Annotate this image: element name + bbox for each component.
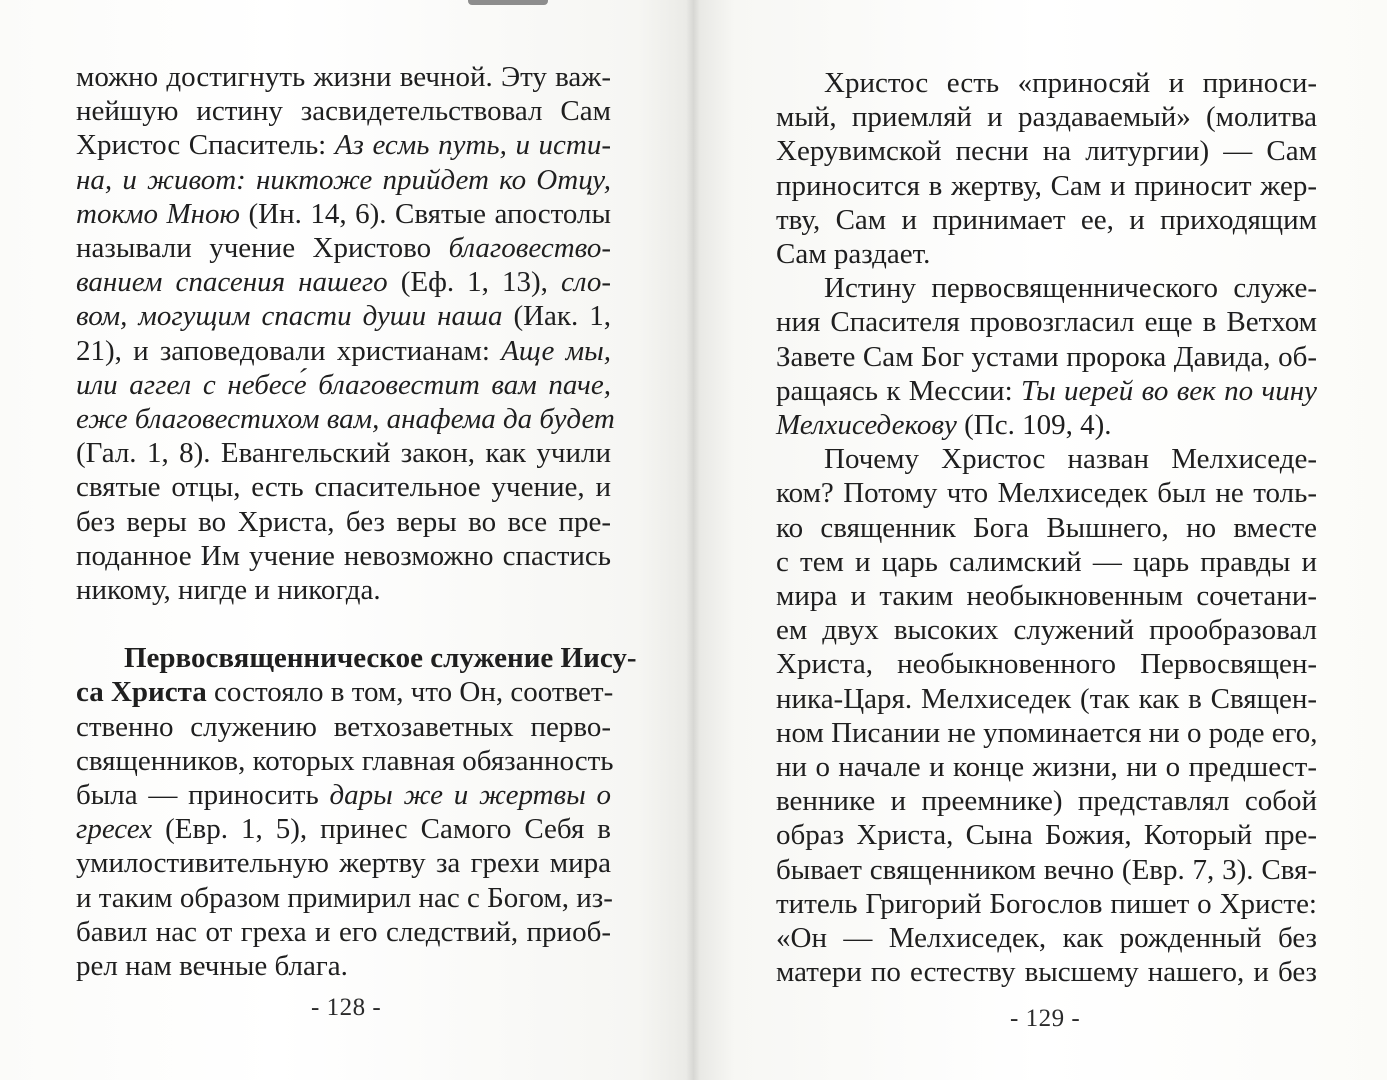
- page-number-left: - 128 -: [311, 994, 382, 1021]
- text-run: (Евр. 1, 5), принес Самого Себя в: [152, 813, 611, 846]
- text-line: образ Христа, Сына Божия, Который пре-: [776, 819, 1317, 852]
- text-line: без веры во Христа, без веры во все пре-: [76, 505, 611, 538]
- text-line: можно достигнуть жизни вечной. Эту важ-: [76, 61, 611, 93]
- scripture-quote: Аз есмь путь, и исти-: [334, 129, 611, 162]
- text-line: Христа, необыкновенного Первосвящен-: [776, 648, 1317, 681]
- text-line: ем двух высоких служений прообразовал: [776, 614, 1317, 647]
- scripture-quote: токмо Мною: [76, 197, 241, 230]
- scripture-quote: или аггел с небесе́ благовестит вам паче,: [76, 368, 611, 401]
- scripture-quote: Аще мы,: [501, 334, 611, 367]
- section-term: Первосвященническое служение Иису-: [124, 642, 637, 675]
- scripture-quote: вом, могущим спасти души наша: [76, 300, 503, 333]
- text-line: [76, 299, 611, 333]
- text-line: ни о начале и конце жизни, ни о предшест-: [776, 751, 1317, 784]
- text-line: [76, 265, 611, 299]
- text-line: веннике и преемнике) представлял собой: [776, 785, 1317, 818]
- left-page-text: [76, 60, 637, 983]
- book-gutter: [686, 0, 700, 1080]
- scripture-quote: ванием спасения нашего: [76, 266, 388, 299]
- text-line: Сам раздает.: [776, 238, 931, 271]
- text-line: мира и таким необыкновенным сочетани-: [776, 580, 1317, 613]
- scripture-quote: еже благовестихом вам, анафема да будет: [76, 403, 615, 436]
- text-line: [76, 675, 614, 709]
- scripture-quote: Ты иерей во век по чину: [1020, 374, 1318, 407]
- text-run: (Пс. 109, 4).: [956, 409, 1112, 442]
- scripture-quote: Мелхиседекову: [776, 409, 957, 442]
- text-run: Христос Спаситель:: [76, 129, 335, 162]
- text-line: [76, 197, 611, 231]
- text-line: [76, 128, 611, 162]
- text-run: была — приносить: [76, 779, 330, 812]
- text-line: [76, 812, 611, 846]
- text-line: умилостивительную жертву за грехи мира: [76, 847, 611, 880]
- text-line: тву, Сам и принимает ее, и приходящим: [776, 203, 1317, 236]
- text-line: титель Григорий Богослов пишет о Христе:: [776, 887, 1317, 920]
- text-line: (Гал. 1, 8). Евангельский закон, как учили: [76, 437, 611, 470]
- text-line: ко священник Бога Вышнего, но вместе: [776, 511, 1317, 544]
- text-run: 21), и заповедовали христианам:: [76, 334, 502, 367]
- text-run: (Еф. 1, 13),: [387, 266, 561, 299]
- text-line: [76, 163, 611, 197]
- text-run: состояло в том, что Он, соответ-: [206, 676, 614, 709]
- text-line: поданное Им учение невозможно спастись: [76, 539, 611, 572]
- text-line: Почему Христос назван Мелхиседе-: [824, 443, 1317, 476]
- text-line: ственно служению ветхозаветных перво-: [76, 710, 611, 743]
- scripture-quote: гресех: [76, 813, 153, 846]
- text-line: Завете Сам Бог устами пророка Давида, об-: [776, 340, 1317, 373]
- text-line: бавил нас от греха и его следствий, приоб-: [76, 915, 611, 948]
- text-line: [76, 778, 611, 812]
- text-line: приносится в жертву, Сам и приносит жер-: [776, 169, 1317, 202]
- page-number-right: - 129 -: [1010, 1005, 1081, 1032]
- top-edge-mark: [468, 0, 548, 5]
- text-line: с тем и царь салимский — царь правды и: [776, 545, 1317, 578]
- text-line: святые отцы, есть спасительное учение, и: [76, 471, 611, 504]
- text-line: ния Спасителя провозгласил еще в Ветхом: [776, 306, 1317, 339]
- text-line: [76, 641, 637, 675]
- scripture-quote: сло-: [560, 266, 612, 299]
- text-line: [76, 231, 611, 265]
- text-line: ком? Потому что Мелхиседек был не толь-: [776, 477, 1317, 510]
- text-line: [776, 408, 1317, 442]
- text-line: Христос есть «приносяй и приноси-: [824, 67, 1317, 99]
- text-line: Истину первосвященнического служе-: [824, 272, 1317, 305]
- text-line: Херувимской песни на литургии) — Сам: [776, 135, 1317, 168]
- paragraph-gap: [76, 607, 611, 641]
- text-line: ника-Царя. Мелхиседек (так как в Священ-: [776, 682, 1317, 715]
- text-line: священников, которых главная обязанность: [76, 744, 614, 777]
- right-page-text: [776, 66, 1317, 989]
- text-line: [76, 402, 615, 436]
- text-line: «Он — Мелхиседек, как рожденный без: [776, 922, 1317, 955]
- scripture-quote: дары же и жертвы о: [329, 779, 612, 812]
- text-line: [76, 334, 611, 368]
- section-term: са Христа: [76, 676, 207, 709]
- text-run: называли учение Христово: [76, 232, 449, 265]
- text-run: ращаясь к Мессии:: [776, 374, 1021, 407]
- text-line: бывает священником вечно (Евр. 7, 3). Свя-: [776, 853, 1317, 886]
- text-line: матери по естеству высшему нашего, и без: [776, 956, 1317, 989]
- text-run: (Ин. 14, 6). Святые апостолы: [240, 197, 612, 230]
- text-line: ном Писании не упоминается ни о роде его,: [776, 716, 1318, 749]
- scripture-quote: благовество-: [448, 232, 611, 265]
- text-line: мый, приемляй и раздаваемый» (молитва: [776, 101, 1317, 134]
- text-line: никому, нигде и никогда.: [76, 574, 381, 607]
- text-line: [76, 368, 611, 402]
- scripture-quote: на, и живот: никтоже прийдет ко Отцу,: [76, 163, 611, 196]
- text-line: и таким образом примирил нас с Богом, из-: [76, 881, 613, 914]
- text-line: [776, 374, 1317, 408]
- text-run: (Иак. 1,: [502, 300, 612, 333]
- text-line: рел нам вечные блага.: [76, 950, 348, 983]
- text-line: нейшую истину засвидетельствовал Сам: [76, 95, 611, 128]
